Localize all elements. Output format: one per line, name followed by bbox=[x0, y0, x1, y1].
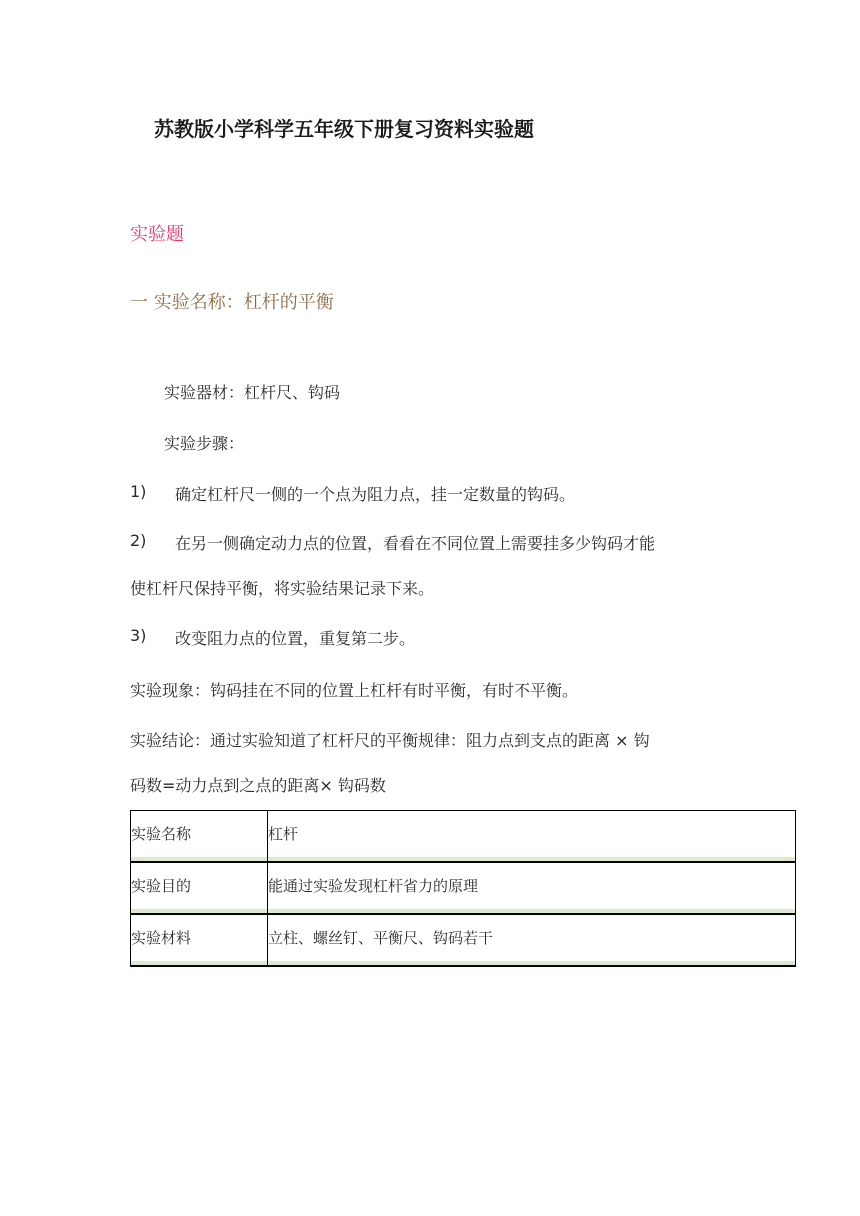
table-cell-label: 实验目的 bbox=[131, 862, 268, 914]
step-number: 1) bbox=[130, 482, 147, 501]
table-cell-value: 杠杆 bbox=[268, 811, 796, 863]
step-text: 改变阻力点的位置，重复第二步。 bbox=[175, 629, 416, 648]
table-cell-value: 能通过实验发现杠杆省力的原理 bbox=[268, 862, 796, 914]
section-heading: 实验题 bbox=[130, 224, 184, 245]
step-text: 确定杠杆尺一侧的一个点为阻力点，挂一定数量的钩码。 bbox=[175, 485, 576, 504]
table-cell-value: 立柱、螺丝钉、平衡尺、钩码若干 bbox=[268, 914, 796, 966]
table-row bbox=[131, 811, 796, 863]
conclusion-line: 实验结论：通过实验知道了杠杆尺的平衡规律：阻力点到支点的距离 × 钩 bbox=[130, 731, 650, 750]
step-number: 2) bbox=[130, 531, 147, 550]
step-number: 3) bbox=[130, 626, 147, 645]
step-text-continuation: 使杠杆尺保持平衡，将实验结果记录下来。 bbox=[130, 579, 435, 598]
document-title: 苏教版小学科学五年级下册复习资料实验题 bbox=[154, 117, 534, 141]
experiment-name: 一 实验名称：杠杆的平衡 bbox=[130, 292, 334, 313]
table-row bbox=[131, 862, 796, 914]
table-cell-label: 实验名称 bbox=[131, 811, 268, 863]
experiment-info-table bbox=[130, 810, 796, 967]
step-text: 在另一侧确定动力点的位置，看看在不同位置上需要挂多少钩码才能 bbox=[175, 534, 656, 553]
conclusion-line-continuation: 码数=动力点到之点的距离× 钩码数 bbox=[130, 776, 386, 795]
phenomenon-line: 实验现象：钩码挂在不同的位置上杠杆有时平衡，有时不平衡。 bbox=[130, 681, 579, 700]
steps-label: 实验步骤： bbox=[164, 434, 245, 453]
table-cell-label: 实验材料 bbox=[131, 914, 268, 966]
table-row bbox=[131, 914, 796, 966]
materials-line: 实验器材：杠杆尺、钩码 bbox=[164, 383, 341, 402]
